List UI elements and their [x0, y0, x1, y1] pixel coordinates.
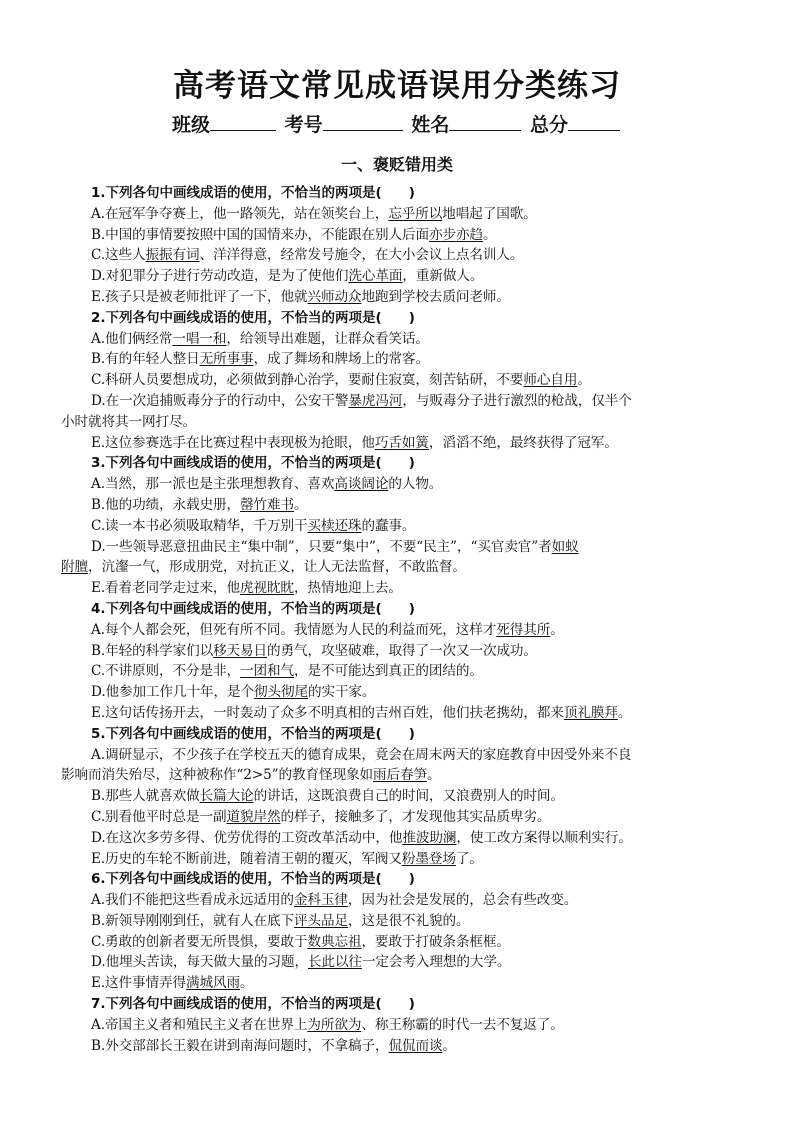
underlined-idiom: 侃侃而谈 [388, 1037, 443, 1054]
answer-option [91, 225, 736, 246]
score-blank [568, 112, 620, 131]
underlined-idiom: 长篇大论 [199, 788, 254, 805]
option-text: A.帝国主义者和殖民主义者在世界上 [91, 1016, 308, 1033]
underlined-idiom: 洗心革面 [348, 268, 403, 285]
number-label: 考号 [284, 114, 323, 136]
option-text: 的人物。 [388, 476, 443, 493]
option-text: A.他们俩经常 [91, 330, 173, 347]
answer-option [91, 1015, 736, 1036]
option-text: E.孩子只是被老师批评了一下，他就 [91, 288, 308, 305]
underlined-idiom: 粉墨登场 [401, 850, 456, 867]
option-text: ，滔滔不绝，最终获得了冠军。 [428, 434, 618, 451]
number-blank [323, 112, 403, 131]
underlined-idiom: 附膻 [61, 559, 88, 576]
option-text: ，成了舞场和牌场上的常客。 [253, 351, 429, 368]
answer-option [91, 952, 736, 973]
name-label: 姓名 [411, 114, 450, 136]
underlined-idiom: 巧舌如簧 [374, 434, 429, 451]
question-stem: 3.下列各句中画线成语的使用，不恰当的两项是( ) [91, 455, 415, 472]
underlined-idiom: 如蚁 [551, 538, 579, 555]
underlined-idiom: 数典忘祖 [307, 933, 362, 950]
underlined-idiom: 评头品足 [294, 912, 349, 929]
underlined-idiom: 顶礼膜拜 [563, 704, 618, 721]
answer-option [91, 433, 736, 454]
answer-option [91, 516, 736, 537]
option-text: ，热情地迎上去。 [293, 580, 402, 597]
option-text: 。 [482, 226, 497, 243]
option-text: ，重新做人。 [402, 268, 484, 285]
underlined-idiom: 移天易日 [213, 642, 268, 659]
answer-option-continuation [61, 412, 736, 433]
answer-option [91, 1036, 736, 1057]
option-text: 。 [550, 621, 564, 638]
option-text: 地唱起了国歌。 [442, 205, 537, 222]
option-text: ，沆瀣一气，形成朋党，对抗正义，让人无法监督，不敢监督。 [88, 559, 466, 576]
underlined-idiom: 无所事事 [199, 351, 254, 368]
option-text: D.在这次多劳多得、优劳优得的工资改革活动中，他 [91, 829, 403, 846]
underlined-idiom: 亦步亦趋 [428, 226, 483, 243]
answer-option [91, 641, 736, 662]
option-text: 。 [577, 372, 591, 389]
option-text: E.这位参赛选手在比赛过程中表现极为抢眼，他 [91, 434, 375, 451]
answer-option [91, 703, 736, 724]
question-stem: 2.下列各句中画线成语的使用，不恰当的两项是( ) [91, 309, 415, 326]
class-blank [210, 112, 276, 131]
underlined-idiom: 虎视眈眈 [239, 580, 294, 597]
option-text: E.历史的车轮不断前进，随着清王朝的覆灭，军阀又 [91, 850, 402, 867]
question-stem: 7.下列各句中画线成语的使用，不恰当的两项是( ) [91, 996, 415, 1013]
option-text: ，是不可能达到真正的团结的。 [293, 663, 483, 680]
name-blank [449, 112, 521, 131]
answer-option [91, 828, 736, 849]
option-text: ，使工改方案得以顺利实行。 [456, 829, 632, 846]
option-text: 的样子，接触多了，才发现他其实品质卑劣。 [280, 808, 551, 825]
option-text: 、称王称霸的时代一去不复返了。 [361, 1016, 564, 1033]
answer-option [91, 661, 736, 682]
underlined-idiom: 一唱一和 [172, 330, 227, 347]
answer-option [91, 578, 736, 599]
underlined-idiom: 买椟还珠 [307, 517, 362, 534]
option-text: 。 [617, 704, 632, 721]
option-text: 的实干家。 [307, 684, 376, 701]
option-text: B.他的功绩，永载史册， [91, 496, 241, 513]
underlined-idiom: 师心自用 [523, 372, 578, 389]
question-stem: 1.下列各句中画线成语的使用，不恰当的两项是( ) [91, 185, 415, 201]
answer-option [91, 786, 736, 807]
answer-option [91, 266, 736, 287]
option-text: A.调研显示，不少孩子在学校五天的德育成果，竟会在周末两天的家庭教育中因受外来不良 [91, 746, 632, 763]
option-text: ，这是很不礼貌的。 [348, 912, 470, 929]
option-text: B.年轻的科学家们以 [91, 642, 214, 659]
question-stem: 6.下列各句中画线成语的使用，不恰当的两项是( ) [91, 871, 415, 888]
answer-option [91, 474, 736, 495]
option-text: B.有的年轻人整日 [91, 351, 200, 368]
answer-option [91, 370, 736, 391]
underlined-idiom: 满城风雨 [186, 975, 240, 992]
answer-option [91, 329, 736, 350]
option-text: C.不讲原则，不分是非， [91, 663, 240, 680]
answer-option-continuation [61, 765, 736, 786]
option-text: C.这些人 [91, 247, 146, 264]
option-text: D.一些领导恶意扭曲民主“集中制”，只要“集中”，不要“民主”，“买官卖官”者 [91, 538, 552, 555]
answer-option [91, 391, 736, 412]
option-text: E.这件事情弄得 [91, 975, 187, 992]
answer-option [91, 745, 736, 766]
option-text: C.读一本书必须吸取精华，千万别干 [91, 517, 308, 534]
option-text: 的蠢事。 [361, 517, 416, 534]
option-text: D.他埋头苦读，每天做大量的习题， [91, 954, 308, 971]
question-stem: 4.下列各句中画线成语的使用，不恰当的两项是( ) [91, 600, 415, 617]
underlined-idiom: 金科玉律 [293, 892, 348, 909]
option-text: D.对犯罪分子进行劳动改造，是为了使他们 [91, 268, 349, 285]
option-text: ，给领导出难题，让群众看笑话。 [226, 330, 429, 347]
option-text: 的讲话，这既浪费自己的时间，又浪费别人的时间。 [253, 788, 564, 805]
option-text: 一定会考入理想的大学。 [361, 954, 511, 971]
option-text: D.他参加工作几十年，是个 [91, 684, 254, 701]
option-text: A.在冠军争夺赛上，他一路领先，站在领奖台上， [91, 205, 389, 222]
answer-option [91, 620, 736, 641]
answer-option [91, 849, 736, 870]
option-text: 。 [442, 1037, 456, 1054]
option-text: E.看着老同学走过来，他 [91, 580, 240, 597]
underlined-idiom: 推波助澜 [402, 829, 457, 846]
answer-option-continuation [61, 557, 736, 578]
option-text: B.那些人就喜欢做 [91, 788, 200, 805]
option-text: ，因为社会是发展的，总会有些改变。 [347, 892, 578, 909]
option-text: A.当然，那一派也是主张理想教育、喜欢 [91, 476, 335, 493]
section-heading: 一、褒贬错用类 [340, 155, 453, 174]
answer-option [91, 890, 736, 911]
option-text: C.别看他平时总是一副 [91, 808, 227, 825]
answer-option [91, 973, 736, 994]
underlined-idiom: 暴虎冯河 [348, 392, 403, 409]
underlined-idiom: 忘乎所以 [388, 205, 443, 222]
option-text: C.勇敢的创新者要无所畏惧，要敢于 [91, 933, 308, 950]
option-text: 影响而消失殆尽，这种被称作“2>5”的教育怪现象如 [61, 767, 373, 784]
option-text: B.新领导刚刚到任，就有人在底下 [91, 912, 295, 929]
underlined-idiom: 道貌岸然 [226, 808, 281, 825]
option-text: E.这句话传扬开去，一时轰动了众多不明真相的吉州百姓，他们扶老携幼，都来 [91, 704, 564, 721]
answer-option [91, 349, 736, 370]
option-text: B.外交部部长王毅在讲到南海问题时，不拿稿子， [91, 1037, 389, 1054]
option-text: A.我们不能把这些看成永远适用的 [91, 892, 294, 909]
underlined-idiom: 彻头彻尾 [253, 684, 308, 701]
question-list [61, 183, 736, 1056]
answer-option [91, 807, 736, 828]
answer-option [91, 682, 736, 703]
score-label: 总分 [529, 114, 568, 136]
option-text: D.在一次追捕贩毒分子的行动中，公安干警 [91, 392, 349, 409]
underlined-idiom: 罄竹难书 [240, 496, 295, 513]
answer-option [91, 537, 736, 558]
underlined-idiom: 雨后春笋 [372, 767, 427, 784]
answer-option [91, 911, 736, 932]
answer-option [91, 204, 736, 225]
class-label: 班级 [172, 114, 211, 136]
answer-option [91, 495, 736, 516]
option-text: 了。 [455, 850, 483, 867]
option-text: 。 [294, 496, 308, 513]
underlined-idiom: 为所欲为 [307, 1016, 362, 1033]
underlined-idiom: 一团和气 [239, 663, 294, 680]
answer-option [91, 245, 736, 266]
underlined-idiom: 死得其所 [496, 621, 551, 638]
option-text: C.科研人员要想成功，必须做到静心治学，要耐住寂寞，刻苦钻研，不要 [91, 372, 524, 389]
student-info-row [0, 110, 794, 137]
option-text: ，与贩毒分子进行激烈的枪战，仅半个 [402, 392, 632, 409]
underlined-idiom: 长此以往 [307, 954, 362, 971]
option-text: 。 [426, 767, 441, 784]
option-text: ，要敢于打破条条框框。 [361, 933, 510, 950]
option-text: 地跑到学校去质问老师。 [361, 288, 510, 305]
page-title: 高考语文常见成语误用分类练习 [173, 68, 621, 104]
option-text: 小时就将其一网打尽。 [61, 413, 196, 430]
option-text: 、洋洋得意，经常发号施令，在大小会议上点名训人。 [199, 247, 524, 264]
underlined-idiom: 高谈阔论 [334, 476, 389, 493]
answer-option [91, 932, 736, 953]
question-stem: 5.下列各句中画线成语的使用，不恰当的两项是( ) [91, 725, 415, 742]
option-text: 的勇气，攻坚破难，取得了一次又一次成功。 [267, 642, 537, 659]
underlined-idiom: 振振有词 [145, 247, 200, 264]
option-text: B.中国的事情要按照中国的国情来办，不能跟在别人后面 [91, 226, 429, 243]
option-text: 。 [240, 975, 254, 992]
answer-option [91, 287, 736, 308]
underlined-idiom: 兴师动众 [307, 288, 362, 305]
option-text: A.每个人都会死，但死有所不同。我情愿为人民的利益而死，这样才 [91, 621, 497, 638]
